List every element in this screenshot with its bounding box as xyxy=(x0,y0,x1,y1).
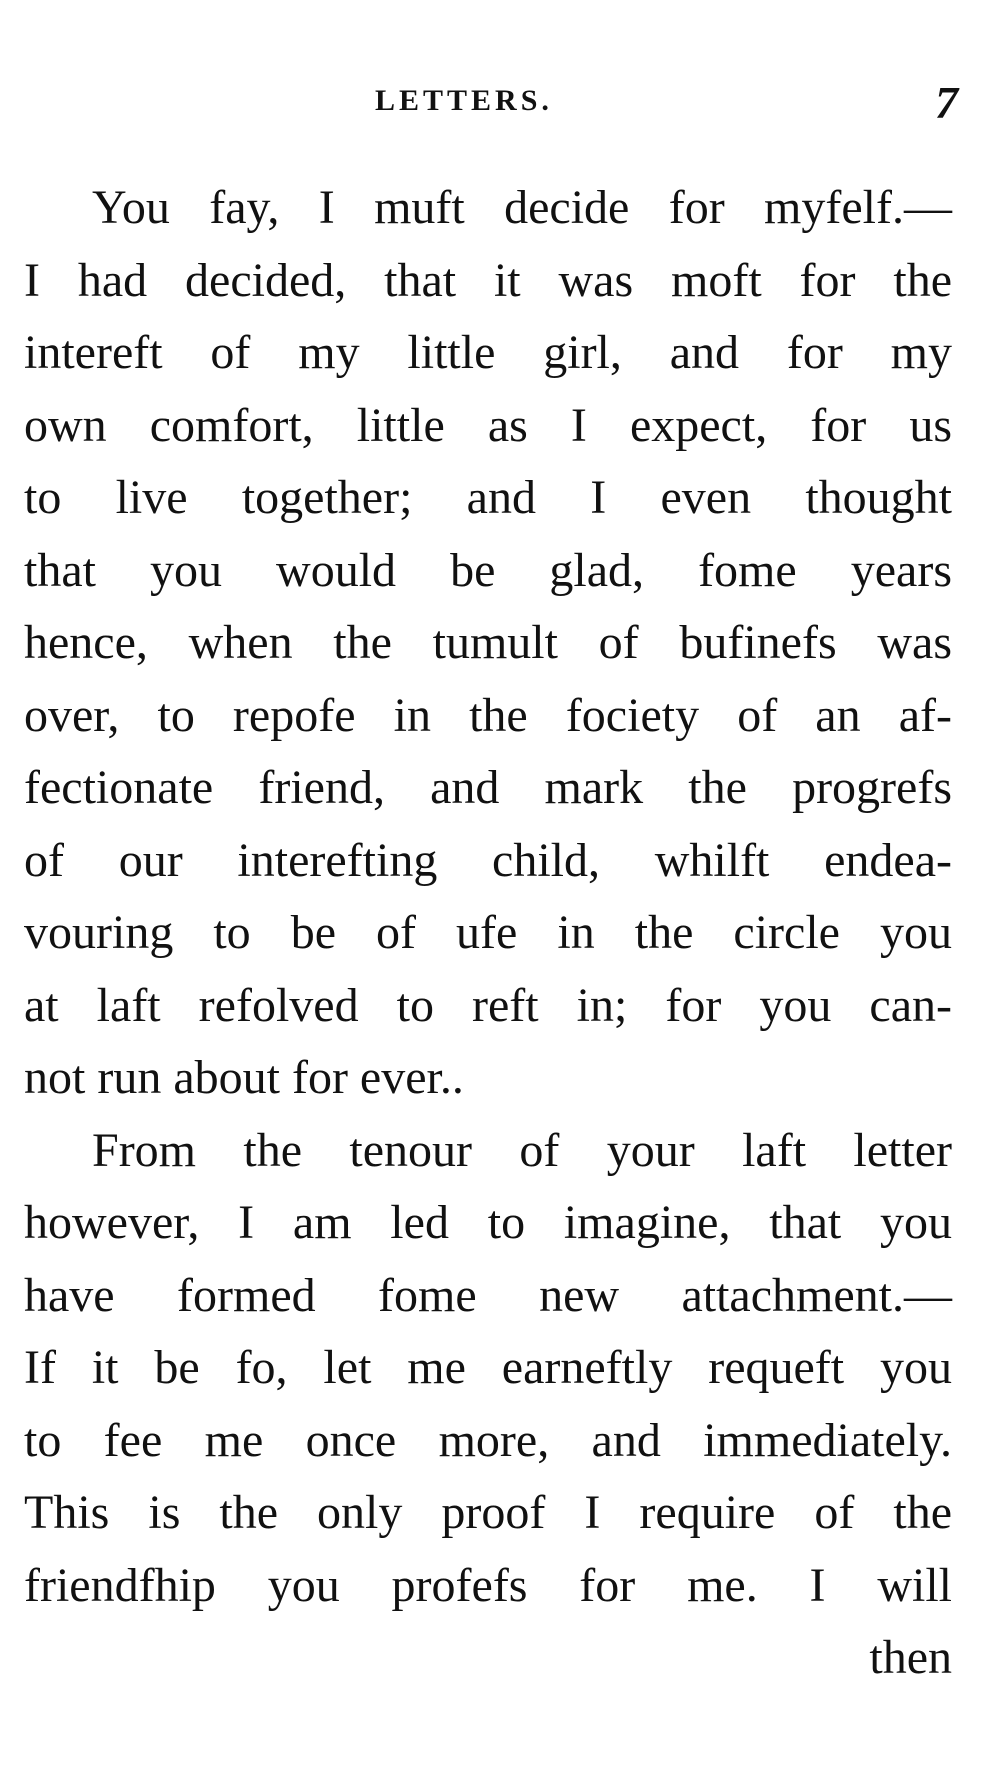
text-line: that you would be glad, fome years xyxy=(24,543,952,597)
text-line: This is the only proof I require of the xyxy=(24,1486,952,1539)
text-line: friendfhip you profefs for me. I will xyxy=(24,1558,952,1612)
text-line: You fay, I muft decide for myfelf.— xyxy=(92,181,952,234)
text-line: From the tenour of your laft letter xyxy=(92,1123,952,1177)
text-line: own comfort, little as I expect, for us xyxy=(24,398,952,452)
text-line: I had decided, that it was moft for the xyxy=(24,253,952,307)
text-line: to live together; and I even thought xyxy=(24,471,952,524)
text-line: have formed fome new attachment.— xyxy=(24,1268,952,1322)
text-line: intereft of my little girl, and for my xyxy=(24,326,952,379)
catchword: then xyxy=(869,1631,952,1684)
text-line: at laft refolved to reft in; for you can- xyxy=(24,978,952,1032)
text-line: vouring to be of ufe in the circle you xyxy=(24,906,952,959)
text-line: If it be fo, let me earneftly requeft you xyxy=(24,1341,952,1394)
text-line: of our interefting child, whilft endea- xyxy=(24,833,952,887)
running-head: LETTERS. xyxy=(375,84,553,117)
text-line: however, I am led to imagine, that you xyxy=(24,1196,952,1249)
text-line: over, to repofe in the fociety of an af- xyxy=(24,688,952,742)
text-line: not run about for ever.. xyxy=(24,1051,464,1104)
page-number: 7 xyxy=(935,77,958,128)
text-line: to fee me once more, and immediately. xyxy=(24,1413,952,1467)
text-line: fectionate friend, and mark the progrefs xyxy=(24,761,952,814)
text-line: hence, when the tumult of bufinefs was xyxy=(24,616,952,669)
letter-body xyxy=(24,172,952,1695)
